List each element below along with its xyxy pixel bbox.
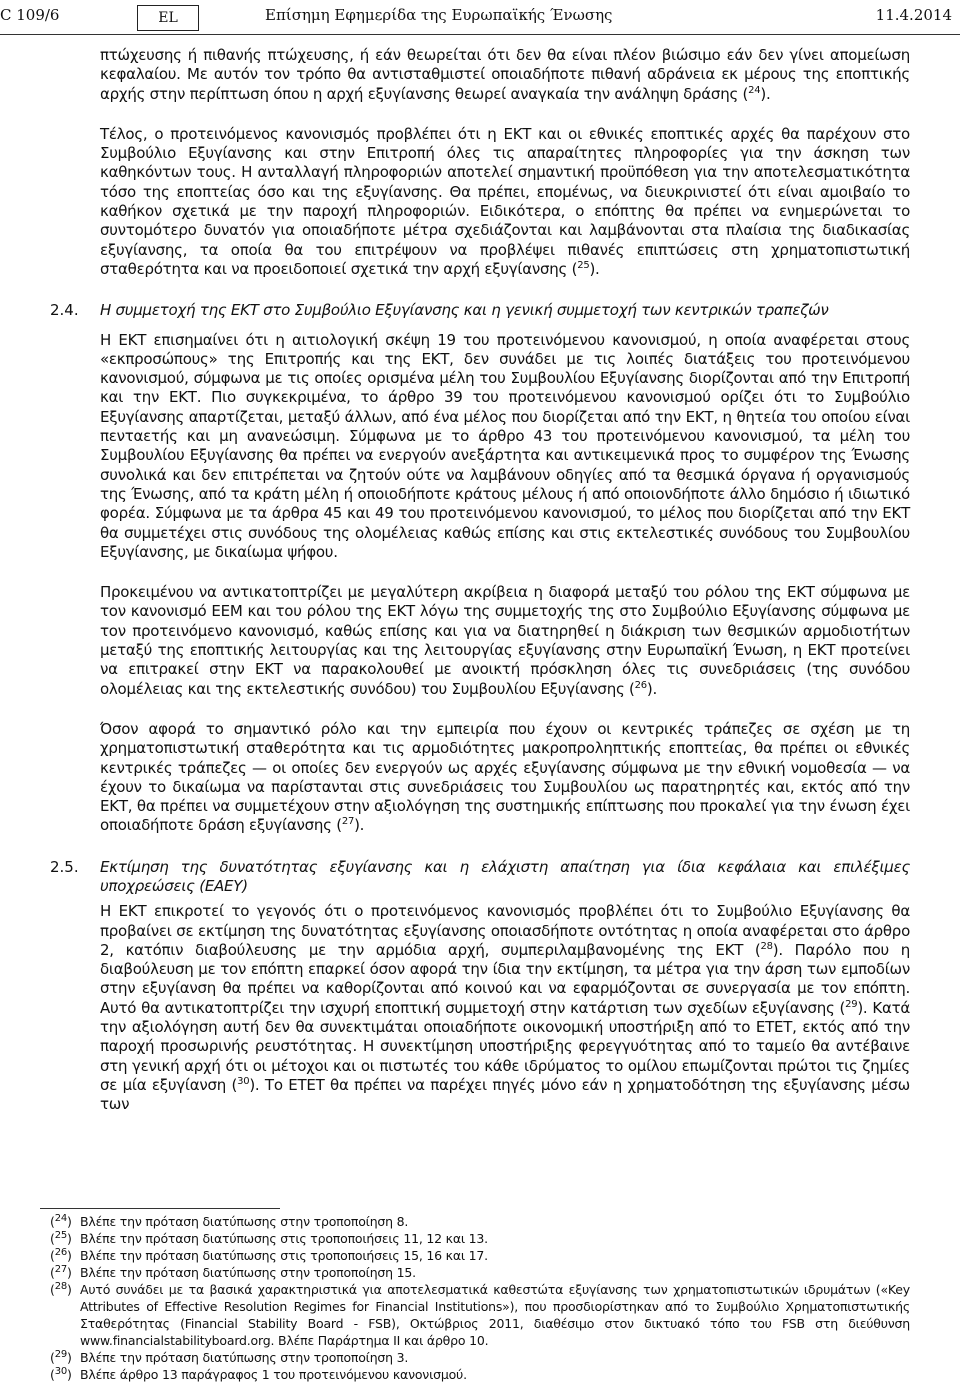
section-number: 2.5. — [50, 857, 79, 876]
section-title: Εκτίμηση της δυνατότητας εξυγίανσης και η ελάχιστη απαίτηση για ίδια κεφάλαια και επιλέξιμες υποχρεώσεις (ΕΑΕΥ) — [100, 857, 910, 895]
section-heading-2-4 — [50, 301, 910, 320]
paragraph-2: Τέλος, ο προτεινόμενος κανονισμός προβλέπει ότι η ΕΚΤ και οι εθνικές εποπτικές αρχές θα παρέχουν στο Συμβούλιο Εξυγίανσης και στην Επιτροπή όλες τις απαραίτητες πληροφορίες για την άσκηση των καθηκόντων τους. Η ανταλλαγή πληροφοριών αποτελεί σημαντική προϋπόθεση για την αποτελεσματικότητα τόσο της εποπτείας όσο και της εξυγίανσης. Θα πρέπει, επομένως, να διευκρινιστεί ότι είναι αμοιβαίο το καθήκον σχετικά με την παροχή πληροφοριών. Ειδικότερα, ο επόπτης θα πρέπει να ενημερώνεται το συντομότερο δυνατόν για οποιαδήποτε μέτρα σχεδιάζονται και λαμβάνονται στα πλαίσια της διαδικασίας εξυγίανσης, τα οποία θα του επιτρέψουν να προβλέψει πιθανές επιπτώσεις στη χρηματοπιστωτική σταθερότητα και να προειδοποιεί σχετικά την αρχή εξυγίανσης ($^{25}$). — [100, 124, 910, 278]
footnote-ref[interactable]: 24 — [748, 84, 761, 96]
header-rule — [0, 34, 960, 35]
publication-date: 11.4.2014 — [875, 6, 952, 24]
paragraph-6: Η ΕΚΤ επικροτεί το γεγονός ότι ο προτεινόμενος κανονισμός προβλέπει ότι το Συμβούλιο Εξυγίανσης θα προβαίνει σε εκτίμηση της δυνατότητας εξυγίανσης οποιασδήποτε οντότητας η οποία αναφέρεται στο άρθρο 2, κατόπιν διαβούλευσης με την αρμόδια αρχή, συμπεριλαμβανομένης της ΕΚΤ ($^{28}$). Παρόλο που η διαβούλευση με τον επόπτη επαρκεί όσον αφορά την ίδια την εκτίμηση, τα μέτρα για την άρση των εμποδίων στην εξυγίανση θα πρέπει να καθορίζονται από κοινού και να εφαρμόζονται σε συνεργασία με τον επόπτη. Αυτό θα αντικατοπτρίζει την ισχυρή εποπτική συμμετοχή στην κατάρτιση των σχεδίων εξυγίανσης ($^{29}$). Κατά την αξιολόγηση αυτή δεν θα συνεκτιμάται οποιαδήποτε οικονομική υποστήριξη από το ΕΤΕΤ, εκτός από την παροχή προσωρινής ρευστότητας. Η συνεκτίμηση υποστήριξης φερεγγυότητας από το ταμείο θα αντέβαινε στη γενική αρχή ότι οι μέτοχοι και οι πιστωτές του κάθε ιδρύματος το ομίλου επωμίζονται πρώτοι τις ζημίες σε μία εξυγίανση ($^{30}$). Το ΕΤΕΤ θα πρέπει να παρέχει πηγές μόνο εάν η χρηματοδότηση της εξυγίανσης μέσω των — [100, 902, 911, 1114]
section-number: 2.4. — [50, 301, 79, 320]
footnotes — [40, 1213, 910, 1383]
footnote-ref[interactable]: 30 — [237, 1075, 250, 1087]
journal-title: Επίσημη Εφημερίδα της Ευρωπαϊκής Ένωσης — [265, 6, 613, 24]
footnote-26: ($^{26}$) Βλέπε την πρόταση διατύπωσης στις τροποποιήσεις 15, 16 και 17. — [50, 1246, 488, 1263]
document-body — [50, 46, 911, 1115]
footnote-28: ($^{28}$) Αυτό συνάδει με τα βασικά χαρακτηριστικά για αποτελεσματικά καθεστώτα εξυγίανσης των χρηματοπιστωτικών ιδρυμάτων («Key Attributes of Effective Resolution Regimes for Financial Institutions»), που προσδιορίστηκαν από το Συμβούλιο Χρηματοπιστωτικής Σταθερότητας (Financial Stability Board - FSB), Οκτώβριος 2011, διαθέσιμο στον δικτυακό τόπο του FSB στη διεύθυνση www.financialstabilityboard.org. Βλέπε Παράρτημα ΙΙ και άρθρο 10. — [50, 1280, 910, 1348]
page-reference: C 109/6 — [0, 6, 60, 24]
footnote-ref[interactable]: 26 — [634, 679, 647, 691]
footnote-ref[interactable]: 28 — [760, 940, 773, 952]
footnote-29: ($^{29}$) Βλέπε την πρόταση διατύπωσης στην τροποποίηση 3. — [50, 1348, 409, 1365]
footnote-separator — [40, 1208, 280, 1209]
footnote-ref[interactable]: 27 — [341, 816, 355, 828]
paragraph-1: πτώχευσης ή πιθανής πτώχευσης, ή εάν θεωρείται ότι δεν θα είναι πλέον βιώσιμο εάν δεν γίνει απομείωση κεφαλαίου. Με αυτόν τον τρόπο θα αντισταθμιστεί οποιαδήποτε πιθανή αδράνεια εκ μέρους της εποπτικής αρχής στην περίπτωση όπου η αρχή εξυγίανσης θεωρεί αναγκαία την ανάληψη δράσης ($^{24}$). — [100, 46, 910, 103]
footnote-ref[interactable]: 29 — [845, 998, 858, 1010]
footnote-24: ($^{24}$) Βλέπε την πρόταση διατύπωσης στην τροποποίηση 8. — [50, 1212, 409, 1229]
footnote-ref[interactable]: 25 — [577, 259, 590, 271]
section-heading-2-5 — [50, 857, 910, 897]
footnote-25: ($^{25}$) Βλέπε την πρόταση διατύπωσης στις τροποποιήσεις 11, 12 και 13. — [50, 1229, 488, 1246]
paragraph-5: Όσον αφορά το σημαντικό ρόλο και την εμπειρία που έχουν οι κεντρικές τράπεζες σε σχέση με τη χρηματοπιστωτική σταθερότητα και τις αρμοδιότητες μακροπροληπτικής εποπτείας, θα πρέπει οι εθνικές κεντρικές τράπεζες — οι οποίες δεν ενεργούν ως αρχές εξυγίανσης σύμφωνα με την εθνική νομοθεσία — να έχουν το δικαίωμα να παρίστανται στις συνεδριάσεις του Συμβουλίου ως παρατηρητές και, εκτός από την ΕΚΤ, θα πρέπει να συμμετέχουν στην αξιολόγηση της συστημικής επίπτωσης που προκαλεί για την ένωση έχει οποιαδήποτε δράση εξυγίανσης ($^{27}$). — [100, 719, 910, 835]
footnote-30: ($^{30}$) Βλέπε άρθρο 13 παράγραφος 1 του προτεινόμενου κανονισμού. — [50, 1365, 467, 1382]
paragraph-3: Η ΕΚΤ επισημαίνει ότι η αιτιολογική σκέψη 19 του προτεινόμενου κανονισμού, η οποία αναφέρεται στους «εκπροσώπους» της Επιτροπής και της ΕΚΤ, δεν συνάδει με τις λοιπές διατάξεις του προτεινόμενου κανονισμού, σύμφωνα με τις οποίες ορισμένα μέλη του Συμβουλίου Εξυγίανσης διορίζονται από την Επιτροπή και την ΕΚΤ. Πιο συγκεκριμένα, το άρθρο 39 του προτεινόμενου κανονισμού ορίζει ότι το Συμβούλιο Εξυγίανσης απαρτίζεται, μεταξύ άλλων, από ένα μέλος που διορίζεται από την ΕΚΤ, η θητεία του οποίου είναι πενταετής και μη ανανεώσιμη. Σύμφωνα με το άρθρο 43 του προτεινόμενου κανονισμού, τα μέλη του Συμβουλίου Εξυγίανσης θα πρέπει να ενεργούν ανεξάρτητα και αντικειμενικά προς το συμφέρον της Ένωσης συνολικά και δεν επιτρέπεται να ζητούν ούτε να λαμβάνουν οδηγίες από τα θεσμικά όργανα ή οργανισμούς της Ένωσης, από τα κράτη μέλη ή οποιοδήποτε κράτους μέλους ή από οποιονδήποτε άλλο δημόσιο ή ιδιωτικό φορέα. Σύμφωνα με τα άρθρα 45 και 49 του προτεινόμενου κανονισμού, το μέλος που διορίζεται από την ΕΚΤ θα συμμετέχει στις συνόδους της ολομέλειας καθώς επίσης και στις εκτελεστικές συνόδους του Συμβουλίου Εξυγίανσης, με δικαίωμα ψήφου. — [100, 330, 910, 561]
section-title: Η συμμετοχή της ΕΚΤ στο Συμβούλιο Εξυγίανσης και η γενική συμμετοχή των κεντρικών τραπεζών — [100, 301, 829, 320]
page-header — [0, 0, 960, 40]
language-badge: EL — [137, 5, 199, 31]
paragraph-4: Προκειμένου να αντικατοπτρίζει με μεγαλύτερη ακρίβεια η διαφορά μεταξύ του ρόλου της ΕΚΤ σύμφωνα με τον κανονισμό ΕΕΜ και του ρόλου της ΕΚΤ λόγω της συμμετοχής της στο Συμβούλιο Εξυγίανσης σύμφωνα με τον προτεινόμενο κανονισμό, καθώς επίσης και για να διατηρηθεί η διάκριση των θεσμικών αρμοδιοτήτων μεταξύ της εποπτικής λειτουργίας και της λειτουργίας εξυγίανσης στην Ευρωπαϊκή Ένωση, η ΕΚΤ προτείνει να επιτρακεί στην ΕΚΤ να παρακολουθεί με ανοικτή πρόσκληση όλες τις συνεδριάσεις (της συνόδου ολομέλειας και της εκτελεστικής συνόδου) του Συμβουλίου Εξυγίανσης ($^{26}$). — [100, 583, 910, 698]
footnote-27: ($^{27}$) Βλέπε την πρόταση διατύπωσης στην τροποποίηση 15. — [50, 1263, 416, 1280]
